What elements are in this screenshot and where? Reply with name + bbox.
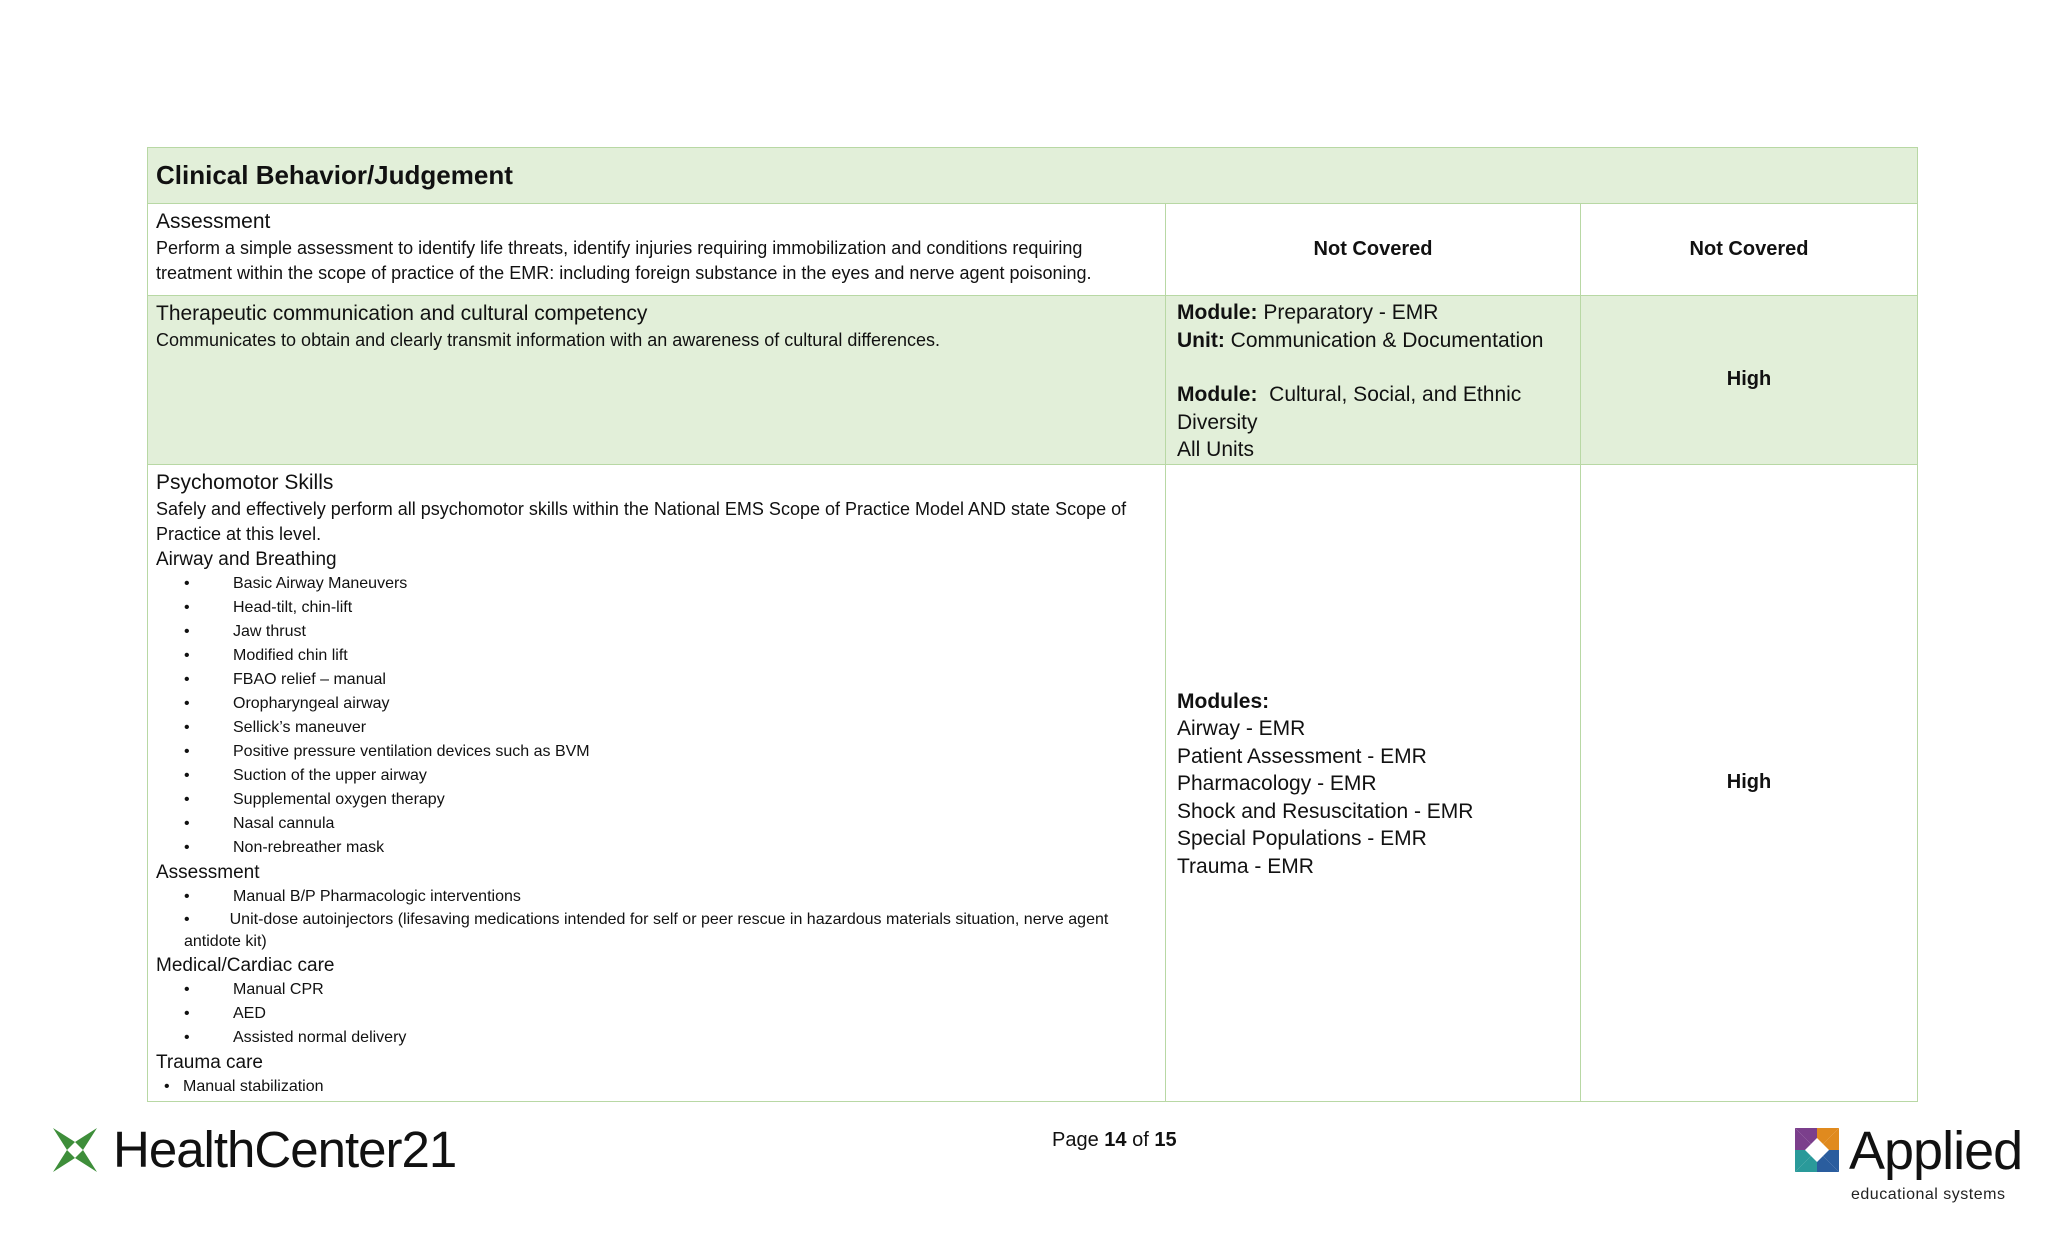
coverage-cell	[1166, 464, 1581, 1101]
list-item: • FBAO relief – manual	[184, 670, 386, 688]
competency-cell	[148, 296, 1166, 465]
section-title: Clinical Behavior/Judgement	[148, 148, 1918, 204]
table-row	[148, 464, 1918, 1101]
coverage-unit-line: Unit: Communication & Documentation	[1177, 328, 1544, 352]
list-item: • Unit-dose autoinjectors (lifesaving medications intended for self or peer rescue in hazardous materials situation, nerve agent antidote kit)	[184, 910, 1109, 950]
skill-group-heading: Assessment	[156, 861, 260, 883]
rating-cell	[1581, 464, 1918, 1101]
competency-description: Communicates to obtain and clearly transmit information with an awareness of cultural differences.	[156, 330, 941, 350]
rating-cell	[1581, 296, 1918, 465]
list-item: • Non-rebreather mask	[184, 838, 385, 856]
table-row	[148, 296, 1918, 465]
curriculum-table	[147, 147, 1918, 1102]
competency-cell	[148, 464, 1166, 1101]
list-item: • Manual stabilization	[164, 1077, 324, 1095]
list-item: • Jaw thrust	[184, 622, 306, 640]
coverage-module-item: Patient Assessment - EMR	[1177, 744, 1427, 768]
list-item: • Positive pressure ventilation devices such as BVM	[184, 742, 590, 760]
list-item: • Sellick’s maneuver	[184, 718, 367, 736]
healthcenter21-logo	[53, 1120, 456, 1179]
coverage-unit-line: All Units	[1177, 438, 1255, 461]
list-item: • Basic Airway Maneuvers	[184, 574, 408, 592]
list-item: • Oropharyngeal airway	[184, 694, 390, 712]
skill-list	[156, 885, 1157, 953]
healthcenter21-mark-icon	[53, 1128, 97, 1172]
competency-cell	[148, 204, 1166, 296]
competency-description: Safely and effectively perform all psychomotor skills within the National EMS Scope of Practice Model AND state Scope of Practice at this level.	[156, 498, 1127, 544]
coverage-module-line: Module: Cultural, Social, and Ethnic Diversity	[1177, 383, 1522, 434]
coverage-module-item: Pharmacology - EMR	[1177, 772, 1377, 796]
applied-logo	[1795, 1121, 2023, 1203]
list-item: • Manual CPR	[184, 980, 324, 998]
rating-cell	[1581, 204, 1918, 296]
skill-list	[156, 978, 1157, 1050]
rating-value: High	[1726, 368, 1772, 391]
list-item: • Supplemental oxygen therapy	[184, 790, 445, 808]
list-item: • Manual B/P Pharmacologic interventions	[184, 887, 521, 905]
section-header-row	[148, 148, 1918, 204]
list-item: • AED	[184, 1004, 266, 1022]
page-number: Page 14 of 15	[1052, 1129, 1177, 1151]
skill-group-heading: Trauma care	[156, 1051, 263, 1073]
skill-group-heading: Airway and Breathing	[156, 548, 337, 570]
list-item: • Modified chin lift	[184, 646, 348, 664]
coverage-module-item: Airway - EMR	[1177, 717, 1306, 741]
competency-title: Psychomotor Skills	[156, 470, 334, 494]
list-item: • Head-tilt, chin-lift	[184, 598, 353, 616]
coverage-status: Not Covered	[1313, 238, 1433, 260]
applied-mark-icon	[1795, 1128, 1839, 1172]
healthcenter21-logo-text: HealthCenter21	[113, 1121, 457, 1178]
competency-title: Assessment	[156, 210, 271, 233]
list-item: • Nasal cannula	[184, 814, 335, 832]
coverage-module-item: Special Populations - EMR	[1177, 827, 1427, 851]
coverage-module-item: Shock and Resuscitation - EMR	[1177, 799, 1474, 823]
applied-logo-text: Applied	[1849, 1121, 2023, 1181]
coverage-modules-label: Modules:	[1177, 689, 1270, 713]
coverage-cell	[1166, 204, 1581, 296]
competency-description: Perform a simple assessment to identify life threats, identify injuries requiring immobilization and conditions requiring treatment within the scope of practice of the EMR: including foreign substance in the eyes and nerve agent poisoning.	[156, 238, 1092, 283]
coverage-module-line: Module: Preparatory - EMR	[1177, 301, 1439, 324]
list-item: • Assisted normal delivery	[184, 1028, 407, 1046]
coverage-module-item: Trauma - EMR	[1177, 854, 1314, 878]
rating-value: High	[1726, 771, 1772, 793]
skill-group-heading: Medical/Cardiac care	[156, 954, 335, 976]
rating-value: Not Covered	[1689, 238, 1809, 260]
skill-list	[156, 1075, 1157, 1099]
skill-list	[156, 572, 1157, 860]
applied-logo-subtext: educational systems	[1851, 1186, 2006, 1203]
table-row	[148, 204, 1918, 296]
list-item: • Suction of the upper airway	[184, 766, 427, 784]
competency-title: Therapeutic communication and cultural competency	[156, 302, 648, 325]
coverage-cell	[1166, 296, 1581, 465]
